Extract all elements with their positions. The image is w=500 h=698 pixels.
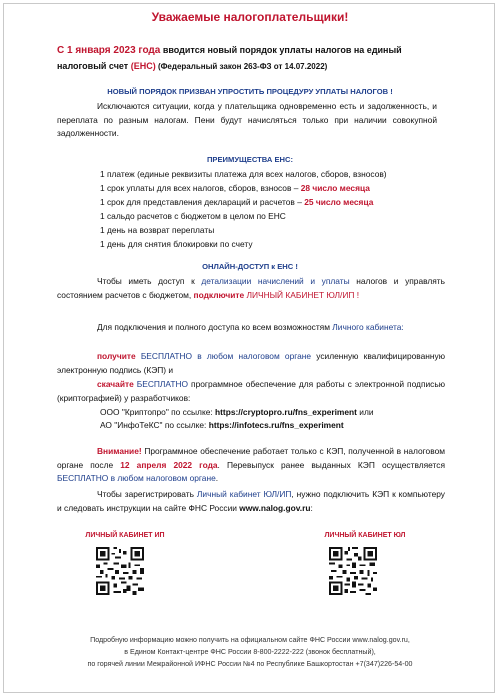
advantage-item: 1 платеж (единые реквизиты платежа для всех налогов, сборов, взносов) bbox=[100, 169, 387, 179]
intro-text-2: налоговый счет bbox=[57, 60, 131, 71]
online-heading: ОНЛАЙН-ДОСТУП к ЕНС ! bbox=[202, 262, 298, 271]
cryptopro-link[interactable]: https://cryptopro.ru/fns_experiment bbox=[215, 407, 357, 417]
attention-paragraph: Внимание! Программное обеспечение работает только с КЭП, полученной в налоговом органе после 12 апреля 2022 года. Перевыпуск ранее выданных КЭП осуществляется БЕСПЛАТНО в любом налоговом органе. bbox=[57, 446, 445, 483]
nalog-site-link[interactable]: www.nalog.gov.ru bbox=[239, 502, 311, 513]
download-paragraph: скачайте БЕСПЛАТНО программное обеспечение для работы с электронной подписью (криптографией) у разработчиков: bbox=[57, 379, 445, 403]
intro-text-1: вводится новый порядок уплаты налогов на единый bbox=[160, 45, 402, 55]
advantage-item: 1 срок уплаты для всех налогов, сборов, взносов – 28 число месяца bbox=[100, 183, 370, 193]
qr-label-ul: ЛИЧНЫЙ КАБИНЕТ ЮЛ bbox=[324, 532, 406, 539]
advantage-item: 1 сальдо расчетов с бюджетом в целом по ЕНС bbox=[100, 211, 286, 221]
infotecs-link[interactable]: https://infotecs.ru/fns_experiment bbox=[208, 420, 344, 430]
advantages-heading: ПРЕИМУЩЕСТВА ЕНС: bbox=[206, 155, 294, 164]
page-title: Уважаемые налогоплательщики! bbox=[151, 10, 349, 24]
advantage-item: 1 срок для представления деклараций и расчетов – 25 число месяца bbox=[100, 197, 374, 207]
vendor-cryptopro: ООО "Криптопро" по ссылке: https://cryptopro.ru/fns_experiment или bbox=[100, 407, 374, 417]
access-paragraph: Для подключения и полного доступа ко всем возможностям Личного кабинета: bbox=[97, 322, 404, 332]
register-paragraph: Чтобы зарегистрировать Личный кабинет ЮЛ/ИП, нужно подключить КЭП к компьютеру и следовать инструкции на сайте ФНС России www.nalog.gov.ru: bbox=[57, 489, 445, 513]
footer-line-1: Подробную информацию можно получить на официальном сайте ФНС России www.nalog.gov.ru, bbox=[90, 636, 410, 644]
qr-code-ul-icon[interactable] bbox=[329, 547, 377, 595]
qr-label-ip: ЛИЧНЫЙ КАБИНЕТ ИП bbox=[85, 532, 165, 539]
vendor-infotecs: АО "ИнфоТеКС" по ссылке: https://infotecs.ru/fns_experiment bbox=[100, 420, 344, 430]
qr-code-ip-icon[interactable] bbox=[96, 547, 144, 595]
receive-paragraph: получите БЕСПЛАТНО в любом налоговом органе усиленную квалифицированную электронную подпись (КЭП) и bbox=[57, 351, 445, 375]
simplify-heading: НОВЫЙ ПОРЯДОК ПРИЗВАН УПРОСТИТЬ ПРОЦЕДУРУ УПЛАТЫ НАЛОГОВ ! bbox=[107, 87, 393, 96]
footer-line-3: по горячей линии Межрайонной ИФНС России №4 по Республике Башкортостан +7(347)226-54-00 bbox=[87, 660, 413, 668]
exclusion-paragraph: Исключаются ситуации, когда у плательщика одновременно есть и задолженность, и переплата по разным налогам. Пени будут начисляться только при наличии совокупной задолженности. bbox=[57, 101, 437, 138]
footer-line-2: в Едином Контакт-центре ФНС России 8-800-2222-222 (звонок бесплатный), bbox=[124, 648, 376, 656]
ens-term: (ЕНС) bbox=[130, 60, 156, 71]
intro-date: С 1 января 2023 года bbox=[57, 45, 161, 56]
advantage-item: 1 день на возврат переплаты bbox=[100, 225, 215, 235]
law-reference: (Федеральный закон 263-ФЗ от 14.07.2022) bbox=[155, 61, 328, 71]
online-paragraph: Чтобы иметь доступ к детализации начислений и уплаты налогов и управлять состоянием расчетов с бюджетом, подключите ЛИЧНЫЙ КАБИНЕТ ЮЛ/ИП ! bbox=[57, 276, 445, 300]
advantage-item: 1 день для снятия блокировки по счету bbox=[100, 239, 253, 249]
intro-paragraph bbox=[57, 43, 445, 74]
